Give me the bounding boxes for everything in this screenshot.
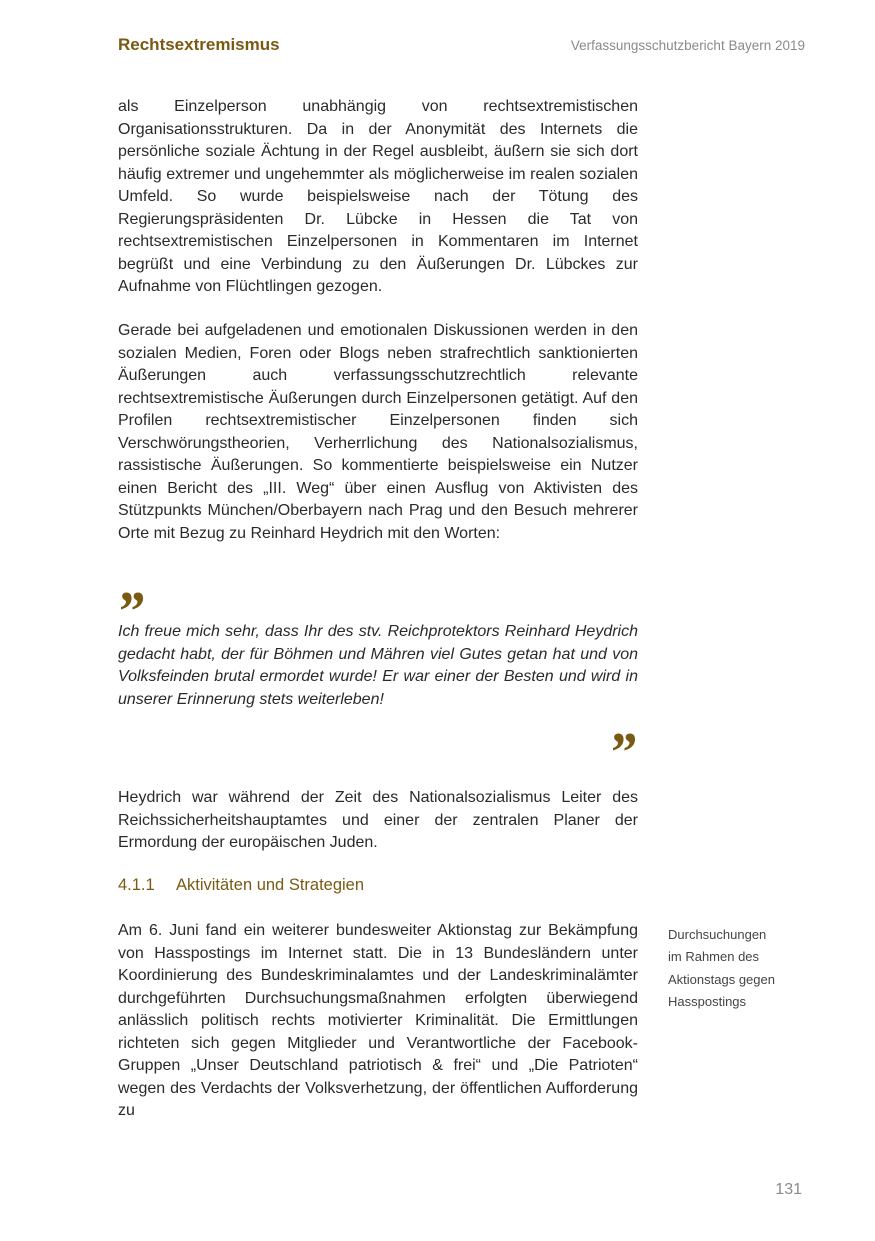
body-paragraph-2 (118, 320, 638, 545)
paragraph-text: Gerade bei aufgeladenen und emotionalen Diskussionen werden in den sozialen Medien, Foren oder Blogs neben strafrechtlich sanktionierten Äußerungen auch verfassungsschutzrechtlich relevante rechtsextremistische Äußerungen durch Einzelpersonen getätigt. Auf den Profilen rechtsextremistischer Einzelpersonen finden sich Verschwörungstheorien, Verherrlichung des Nationalsozialismus, rassistische Äußerungen. So kommentierte beispielsweise ein Nutzer einen Bericht des „III. Weg“ über einen Ausflug von Aktivisten des Stützpunkts München/Oberbayern nach Prag und den Besuch mehrerer Orte mit Bezug zu Reinhard Heydrich mit den Worten: (118, 322, 638, 542)
paragraph-text: als Einzelperson unabhängig von rechtsextremistischen Organisationsstrukturen. Da in der Anonymität des Internets die persönliche soziale Ächtung in der Regel ausbleibt, äußern sie sich dort häufig extremer und ungehemmter als möglicherweise im realen sozialen Umfeld. So wurde beispielsweise nach der Tötung des Regierungspräsidenten Dr. Lübcke in Hessen die Tat von rechtsextremistischen Einzelpersonen in Kommentaren im Internet begrüßt und eine Verbindung zu den Äußerungen Dr. Lübckes zur Aufnahme von Flüchtlingen gezogen. (118, 98, 638, 295)
section-number: 4.1.1 (118, 876, 155, 894)
running-header-section: Rechtsextremismus (118, 35, 280, 54)
closing-quote-mark-icon: ” (608, 722, 636, 784)
body-paragraph-3 (118, 787, 638, 855)
block-quote: Ich freue mich sehr, dass Ihr des stv. Reichprotektors Reinhard Heydrich gedacht habt, der für Böhmen und Mähren viel Gutes getan hat und von Volksfeinden brutal ermordet wurde! Er war einer der Besten und wird in unserer Erinnerung stets weiterleben! (118, 623, 638, 708)
running-header-document: Verfassungsschutzbericht Bayern 2019 (570, 38, 805, 53)
body-paragraph-4 (118, 920, 638, 1123)
paragraph-text: Heydrich war während der Zeit des Nationalsozialismus Leiter des Reichssicherheitshauptamtes und einer der zentralen Planer der Ermordung der europäischen Juden. (118, 789, 638, 851)
body-paragraph-1 (118, 96, 638, 299)
opening-quote-mark-icon: ” (116, 581, 144, 643)
section-heading (118, 876, 364, 895)
margin-note (668, 924, 818, 1013)
paragraph-text: Am 6. Juni fand ein weiterer bundesweiter Aktionstag zur Bekämpfung von Hasspostings im Internet statt. Die in 13 Bundesländern unter Koordinierung des Bundeskriminalamtes und der Landeskriminalämter durchgeführten Durchsuchungsmaßnahmen erfolgten überwiegend anlässlich politisch rechts motivierter Kriminalität. Die Ermittlungen richteten sich gegen Mitglieder und Verantwortliche der Facebook-Gruppen „Unser Deutschland patriotisch & frei“ und „Die Patrioten“ wegen des Verdachts der Volksverhetzung, der öffentlichen Aufforderung zu (118, 922, 638, 1119)
margin-note-line: Durchsuchungen (668, 927, 767, 942)
page-number: 131 (775, 1181, 802, 1198)
margin-note-line: Hasspostings (668, 993, 747, 1009)
margin-note-line: Aktionstags gegen (668, 971, 775, 987)
section-title: Aktivitäten und Strategien (176, 876, 365, 894)
margin-note-line: im Rahmen des (668, 949, 760, 965)
